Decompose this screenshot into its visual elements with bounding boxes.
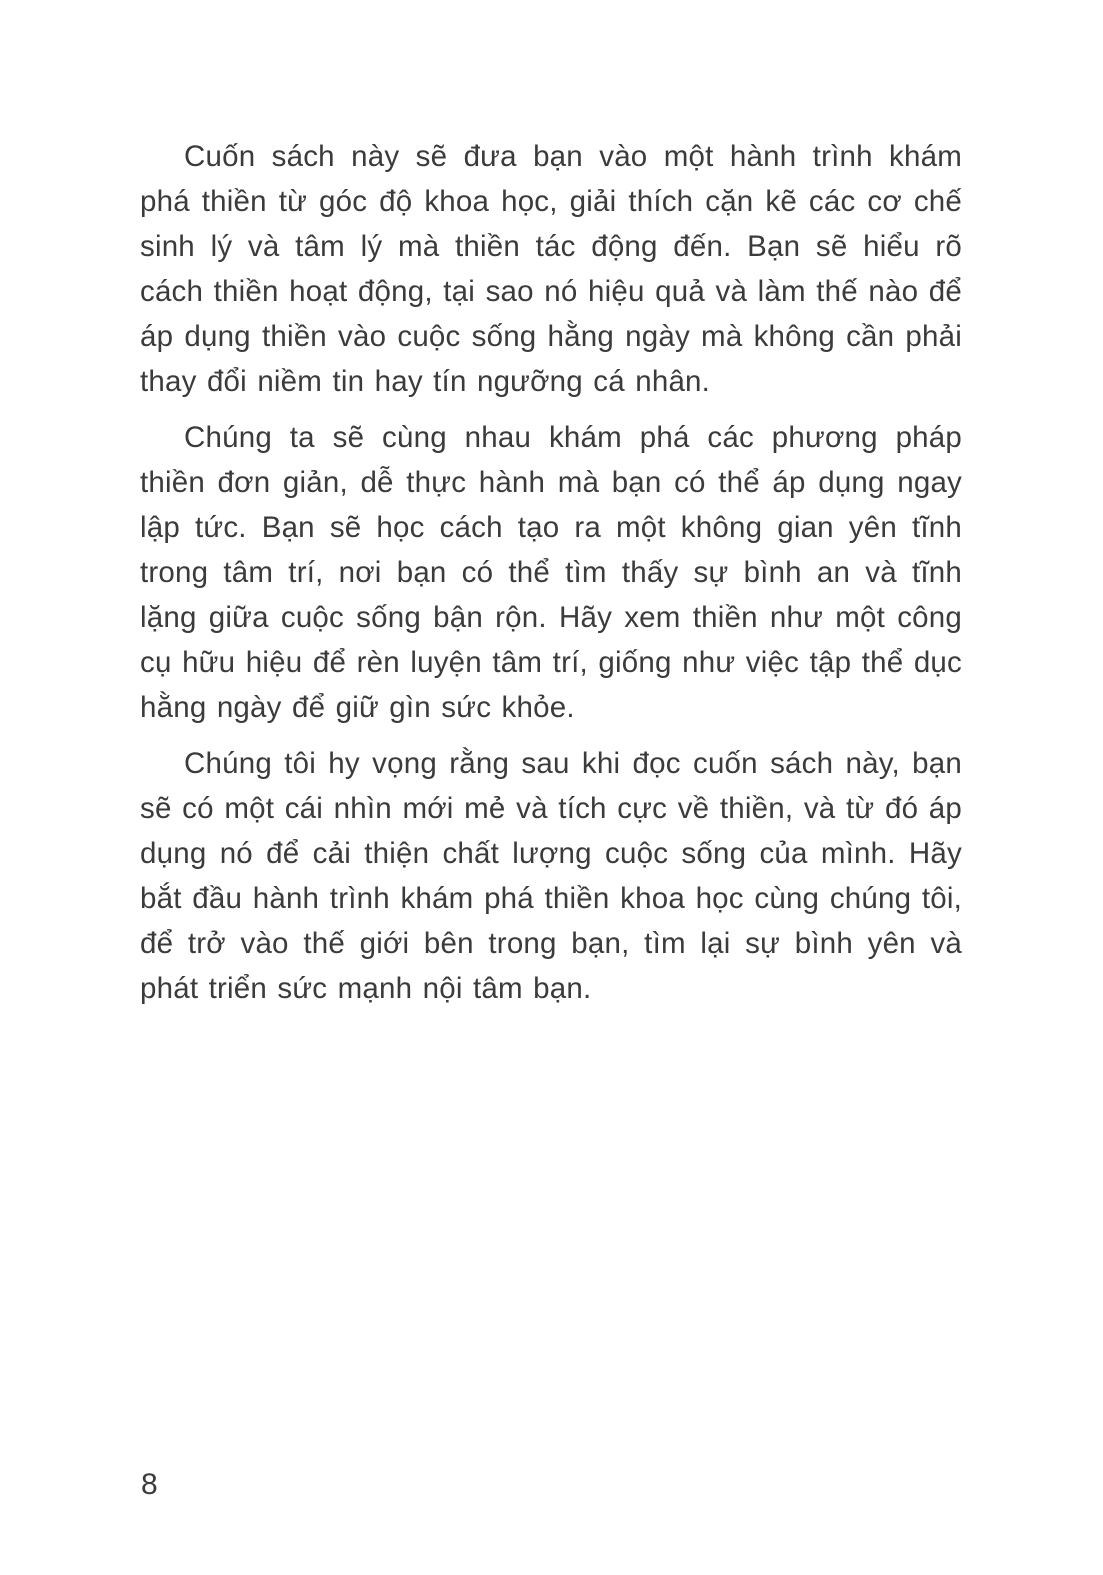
page-number: 8 <box>141 1468 158 1501</box>
paragraph-2: Chúng ta sẽ cùng nhau khám phá các phương pháp thiền đơn giản, dễ thực hành mà bạn có thể áp dụng ngay lập tức. Bạn sẽ học cách tạo ra một không gian yên tĩnh trong tâm trí, nơi bạn có thể tìm thấy sự bình an và tĩnh lặng giữa cuộc sống bận rộn. Hãy xem thiền như một công cụ hữu hiệu để rèn luyện tâm trí, giống như việc tập thể dục hằng ngày để giữ gìn sức khỏe. <box>140 421 962 724</box>
page-text <box>140 134 962 1022</box>
paragraph-3: Chúng tôi hy vọng rằng sau khi đọc cuốn sách này, bạn sẽ có một cái nhìn mới mẻ và tích cực về thiền, và từ đó áp dụng nó để cải thiện chất lượng cuộc sống của mình. Hãy bắt đầu hành trình khám phá thiền khoa học cùng chúng tôi, để trở vào thế giới bên trong bạn, tìm lại sự bình yên và phát triển sức mạnh nội tâm bạn. <box>140 747 962 1005</box>
paragraph-1: Cuốn sách này sẽ đưa bạn vào một hành trình khám phá thiền từ góc độ khoa học, giải thích cặn kẽ các cơ chế sinh lý và tâm lý mà thiền tác động đến. Bạn sẽ hiểu rõ cách thiền hoạt động, tại sao nó hiệu quả và làm thế nào để áp dụng thiền vào cuộc sống hằng ngày mà không cần phải thay đổi niềm tin hay tín ngưỡng cá nhân. <box>140 140 962 398</box>
